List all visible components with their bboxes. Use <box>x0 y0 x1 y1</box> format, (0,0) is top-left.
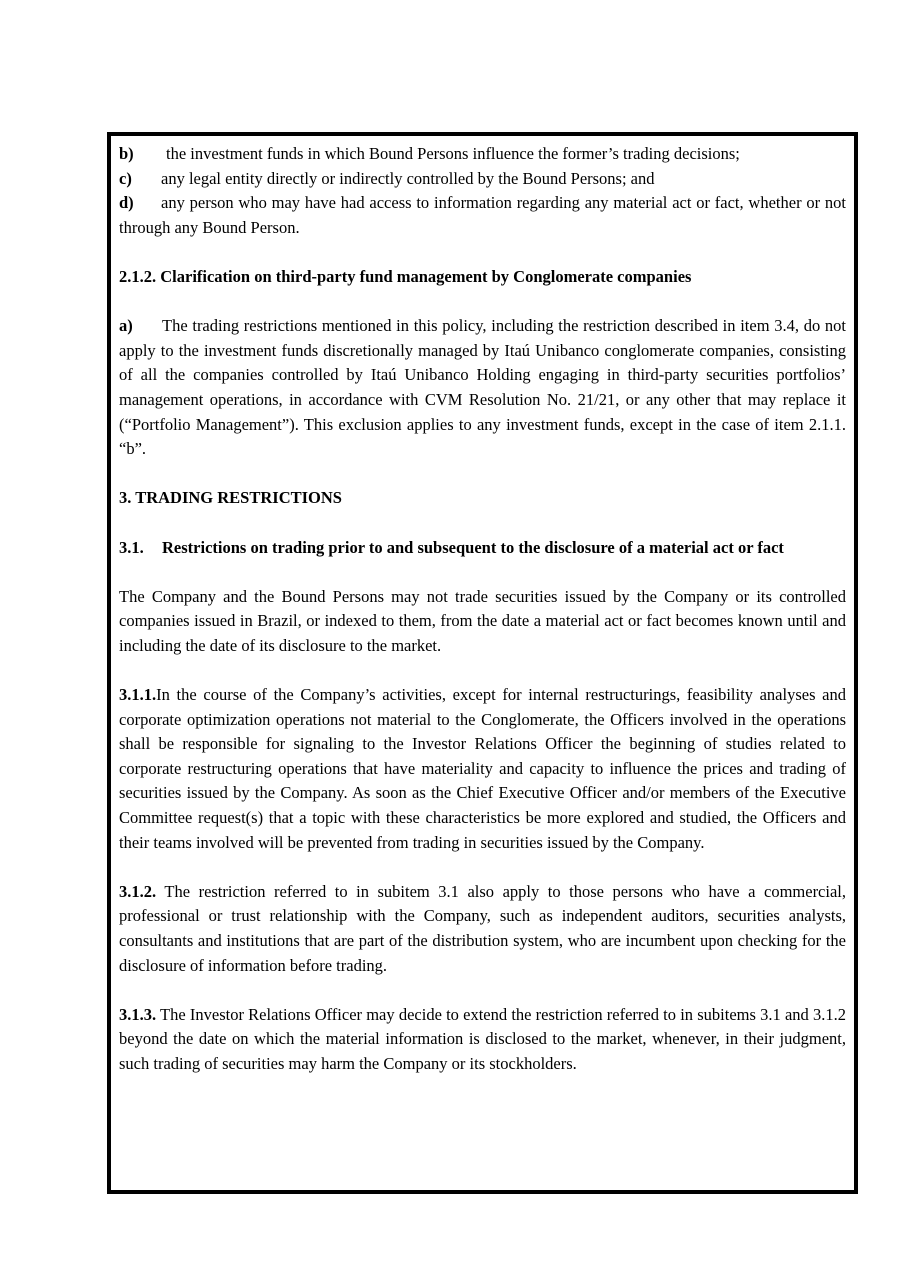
paragraph-2-1-2-a <box>119 314 846 462</box>
list-item-c <box>119 167 846 192</box>
list-item-d <box>119 191 846 240</box>
list-item-text: the investment funds in which Bound Persons influence the former’s trading decisions; <box>166 144 740 163</box>
list-item-label: b) <box>119 144 134 163</box>
paragraph-text: The Investor Relations Officer may decide to extend the restriction referred to in subitems 3.1 and 3.1.2 beyond the date on which the material information is disclosed to the market, whenever, in their judgment, such trading of securities may harm the Company or its stockholders. <box>119 1004 846 1073</box>
paragraph-3-1: The Company and the Bound Persons may not trade securities issued by the Company or its controlled companies issued in Brazil, or indexed to them, from the date a material act or fact becomes known until and including the date of its disclosure to the market. <box>119 586 846 655</box>
list-item-label: c) <box>119 168 132 188</box>
section-number: 3.1.1. <box>119 685 157 705</box>
section-number: 3.1. <box>119 537 144 557</box>
list-item-text: any legal entity directly or indirectly controlled by the Bound Persons; and <box>161 168 655 188</box>
paragraph-3-1-3 <box>119 1003 846 1077</box>
list-item-text: any person who may have had access to information regarding any material act or fact, whether or not through any Bound Person. <box>119 193 846 237</box>
paragraph-3-1-1 <box>119 683 846 855</box>
section-title: Restrictions on trading prior to and subsequent to the disclosure of a material act or fact <box>162 537 784 557</box>
section-number: 3.1.3. <box>119 1004 157 1024</box>
paragraph-3-1-2 <box>119 880 846 978</box>
section-heading-2-1-2: 2.1.2. Clarification on third-party fund management by Conglomerate companies <box>119 266 692 286</box>
list-item-b <box>119 142 846 167</box>
section-heading-3: 3. TRADING RESTRICTIONS <box>119 488 342 508</box>
list-item-label: d) <box>119 193 134 213</box>
section-heading-3-1 <box>119 536 846 561</box>
document-frame <box>107 132 858 1194</box>
document-content <box>119 142 846 1077</box>
paragraph-text: The trading restrictions mentioned in this policy, including the restriction described in item 3.4, do not apply to the investment funds discretionally managed by Itaú Unibanco conglomerate companies, consisting of all the companies controlled by Itaú Unibanco Holding engaging in third-party securities portfolios’ management operations, in accordance with CVM Resolution No. 21/21, or any other that may replace it (“Portfolio Management”). This exclusion applies to any investment funds, except in the case of item 2.1.1. “b”. <box>119 316 846 459</box>
section-number: 3.1.2. <box>119 881 157 901</box>
paragraph-text: In the course of the Company’s activities, except for internal restructurings, feasibility analyses and corporate optimization operations not material to the Conglomerate, the Officers involved in the operations shall be responsible for signaling to the Investor Relations Officer the beginning of studies related to corporate restructuring operations that have materiality and capacity to influence the prices and trading of securities issued by the Company. As soon as the Chief Executive Officer and/or members of the Executive Committee request(s) that a topic with these characteristics be more explored and studied, the Officers and their teams involved will be prevented from trading in securities issued by the Company. <box>119 685 846 852</box>
list-item-label: a) <box>119 316 133 336</box>
paragraph-text: The restriction referred to in subitem 3.1 also apply to those persons who have a commercial, professional or trust relationship with the Company, such as independent auditors, securities analysts, consultants and institutions that are part of the distribution system, who are incumbent upon checking for the disclosure of information before trading. <box>119 881 847 975</box>
